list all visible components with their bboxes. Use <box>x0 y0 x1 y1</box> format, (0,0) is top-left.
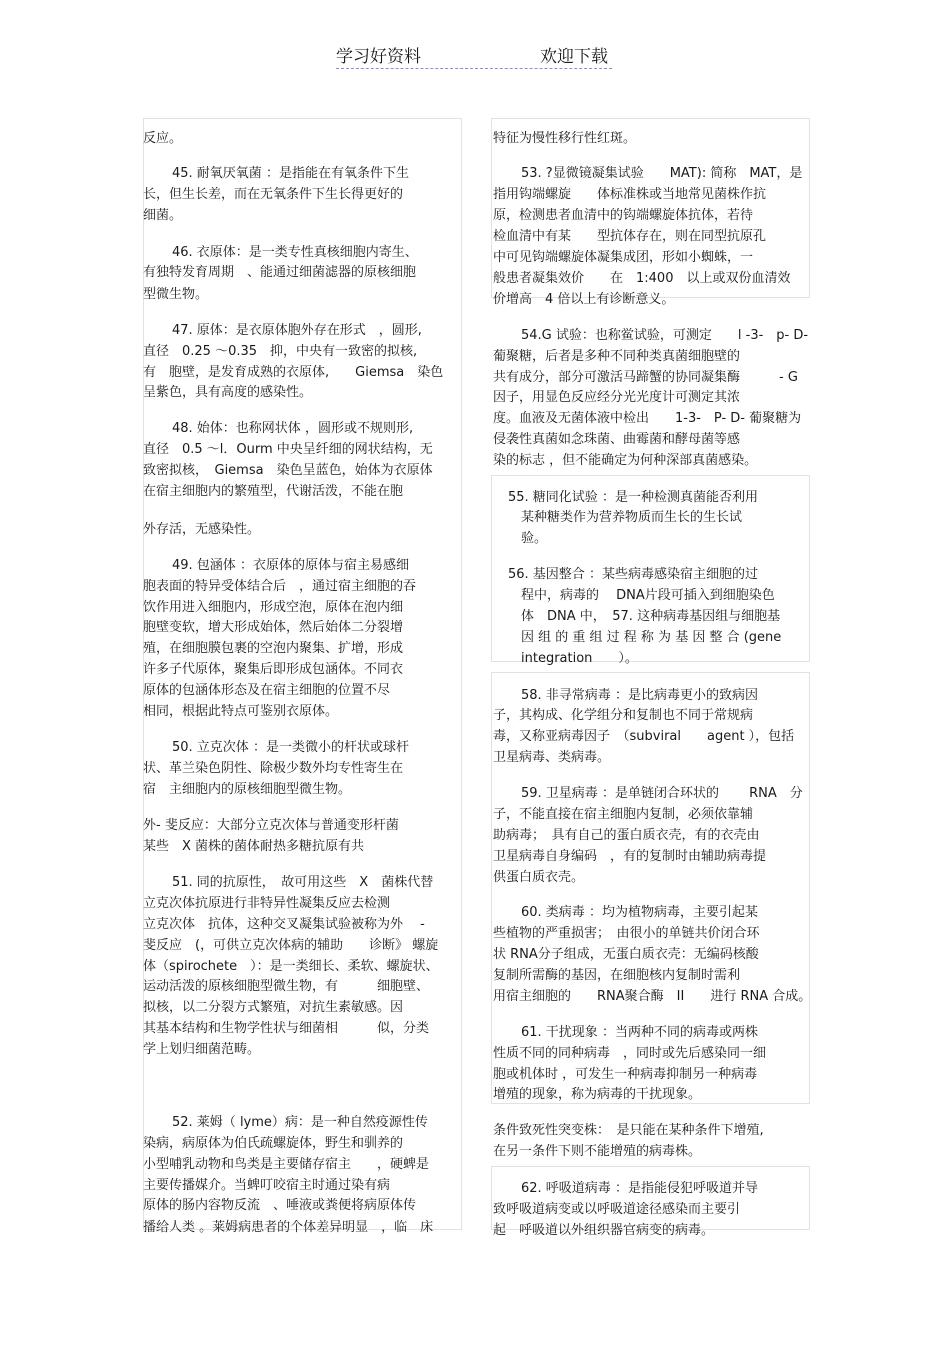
header-right-text: 欢迎下载 <box>540 47 608 67</box>
right-column-line: 复制所需酶的基因，在细胞核内复制时需利 <box>493 968 741 983</box>
left-column-line: 宿 主细胞内的原核细胞型微生物。 <box>143 782 352 797</box>
right-column-line: 致呼吸道病变或以呼吸道途径感染而主要引 <box>493 1202 741 1217</box>
right-column-line: 60. 类病毒 ：均为植物病毒，主要引起某 <box>521 905 758 920</box>
left-column-line: 48. 始体：也称网状体 ，圆形或不规则形, <box>172 421 414 436</box>
left-column-line: 49. 包涵体 ：衣原体的原体与宿主易感细 <box>172 558 409 573</box>
left-column-line: 体（spirochete ）：是一类细长、柔软、螺旋状、 <box>143 959 439 974</box>
right-column-line: 62. 呼吸道病毒 ：是指能侵犯呼吸道并导 <box>521 1181 758 1196</box>
right-column-line: 53. ?显微镜凝集试验 MAT): 简称 MAT，是 <box>521 166 803 181</box>
page-header <box>336 42 612 69</box>
left-column-line: 小型哺乳动物和鸟类是主要储存宿主 ，硬蜱是 <box>143 1157 430 1172</box>
right-column-line: 59. 卫星病毒 ：是单链闭合环状的 RNA 分 <box>521 786 803 801</box>
left-column-line: 外存活，无感染性。 <box>143 522 261 537</box>
header-left-text: 学习好资料 <box>336 47 421 67</box>
left-column-line: 播给人类 。莱姆病患者的个体差异明显 ，临 床 <box>143 1220 434 1235</box>
left-column-line: 51. 同的抗原性， 故可用这些 X 菌株代替 <box>172 875 434 890</box>
right-column-line: 起 呼吸道以外组织器官病变的病毒。 <box>493 1223 715 1238</box>
right-column-line: 状 RNA分子组成，无蛋白质衣壳：无编码核酸 <box>493 947 759 962</box>
left-column-line: 染病，病原体为伯氏疏螺旋体，野生和驯养的 <box>143 1136 404 1151</box>
left-column-line: 立克次体 抗体，这种交叉凝集试验被称为外 - <box>143 917 425 932</box>
left-column-line: 直径 0.25 ～0.35 抑，中央有一致密的拟核, <box>143 344 418 359</box>
right-column-line: 卫星病毒、类病毒。 <box>493 750 611 765</box>
left-column-line: 某些 X 菌株的菌体耐热多糖抗原有共 <box>143 839 365 854</box>
left-column-line: 主要传播媒介。当蜱叮咬宿主时通过染有病 <box>143 1178 391 1193</box>
left-column-line: 学上划归细菌范畴。 <box>143 1042 261 1057</box>
left-column-line: 外- 斐反应：大部分立克次体与普通变形杆菌 <box>143 818 399 833</box>
left-column-line: 有 胞壁，是发育成熟的衣原体, Giemsa 染色 <box>143 365 444 380</box>
right-column-line: 61. 干扰现象 ：当两种不同的病毒或两株 <box>521 1025 758 1040</box>
left-column-line: 有独特发育周期 、能通过细菌滤器的原核细胞 <box>143 265 417 280</box>
right-column-line: 性质不同的同种病毒 ，同时或先后感染同一细 <box>493 1046 767 1061</box>
right-column-line: 指用钩端螺旋 体标准株或当地常见菌株作抗 <box>493 187 767 202</box>
right-column-line: 检血清中有某 型抗体存在，则在同型抗原孔 <box>493 229 767 244</box>
right-column-line: 共有成分，部分可激活马蹄蟹的协同凝集酶 - G <box>493 370 798 385</box>
right-column-line: 子，不能直接在宿主细胞内复制，必须依靠辅 <box>493 807 754 822</box>
left-column-line: 胞壁变软，增大形成始体，然后始体二分裂增 <box>143 620 404 635</box>
left-column-line: 52. 莱姆（ lyme）病：是一种自然疫源性传 <box>172 1115 428 1130</box>
left-column-line: 致密拟核， Giemsa 染色呈蓝色，始体为衣原体 <box>143 463 433 478</box>
left-column-line: 45. 耐氧厌氧菌 ：是指能在有氧条件下生 <box>172 166 409 181</box>
left-column-line: 饮作用进入细胞内，形成空泡，原体在泡内细 <box>143 600 404 615</box>
left-column-line: 反应。 <box>143 131 183 146</box>
left-column-line: 在宿主细胞内的繁殖型，代谢活泼，不能在胞 <box>143 484 404 499</box>
right-column-line: 毒，又称亚病毒因子 （subviral agent ），包括 <box>493 729 795 744</box>
left-column-line: 斐反应 (，可供立克次体病的辅助 诊断》 螺旋 <box>143 938 439 953</box>
right-column-line: 特征为慢性移行性红斑。 <box>493 131 637 146</box>
left-column-line: 50. 立克次体 ：是一类微小的杆状或球杆 <box>172 740 409 755</box>
right-column-line: 中可见钩端螺旋体凝集成团，形如小蜘蛛，一 <box>493 250 754 265</box>
right-column-line: 54.G 试验：也称鲎试验，可测定 l -3- p- D- <box>521 328 809 343</box>
right-column-line: 染的标志 ，但不能确定为何种深部真菌感染。 <box>493 453 758 468</box>
right-column-line: 验。 <box>521 531 548 546</box>
left-column-line: 长，但生长差，而在无氧条件下生长得更好的 <box>143 187 404 202</box>
left-column-line: 立克次体抗原进行非特异性凝集反应去检测 <box>143 896 391 911</box>
right-column-line: 度。血液及无菌体液中检出 1-3- P- D- 葡聚糖为 <box>493 411 802 426</box>
left-column-line: 拟核，以二分裂方式繁殖，对抗生素敏感。因 <box>143 1000 404 1015</box>
left-column-line: 状、革兰染色阴性、除极少数外均专性寄生在 <box>143 761 404 776</box>
right-column-line: 些植物的严重损害； 由很小的单链共价闭合环 <box>493 926 760 941</box>
right-column-line: 55. 糖同化试验 ：是一种检测真菌能否利用 <box>508 490 758 505</box>
right-column-line: 用宿主细胞的 RNA聚合酶 II 进行 RNA 合成。 <box>493 989 812 1004</box>
right-column-line: 原，检测患者血清中的钩端螺旋体抗体，若待 <box>493 208 754 223</box>
left-column-line: 47. 原体：是衣原体胞外存在形式 ，圆形, <box>172 323 422 338</box>
left-column-line: 46. 衣原体：是一类专性真核细胞内寄生、 <box>172 245 418 260</box>
right-column-line: 因子，用显色反应经分光光度计可测定其浓 <box>493 390 741 405</box>
right-column-line: 助病毒； 具有自己的蛋白质衣壳，有的衣壳由 <box>493 828 760 843</box>
right-column-line: 子，其构成、化学组分和复制也不同于常规病 <box>493 708 754 723</box>
right-column-line: 般患者凝集效价 在 1:400 以上或双份血清效 <box>493 271 791 286</box>
left-column-line: 殖，在细胞膜包裹的空泡内聚集、扩增，形成 <box>143 641 404 656</box>
left-column-line: 细菌。 <box>143 208 183 223</box>
left-column-line: 胞表面的特异受体结合后 ，通过宿主细胞的吞 <box>143 579 417 594</box>
left-column-line: 其基本结构和生物学性状与细菌相 似，分类 <box>143 1021 430 1036</box>
right-column-line: 程中，病毒的 DNA片段可插入到细胞染色 <box>521 588 775 603</box>
right-column-line: 供蛋白质衣壳。 <box>493 870 585 885</box>
right-column-line: 某种糖类作为营养物质而生长的生长试 <box>521 510 743 525</box>
left-column-line: 许多子代原体，聚集后即形成包涵体。不同衣 <box>143 662 404 677</box>
right-column-line: 价增高 4 倍以上有诊断意义。 <box>493 292 675 307</box>
right-column-line: 因 组 的 重 组 过 程 称 为 基 因 整 合 (gene <box>521 630 782 645</box>
right-column-line: integration ）。 <box>521 651 638 666</box>
left-column-line: 运动活泼的原核细胞型微生物，有 细胞壁、 <box>143 979 430 994</box>
right-column-line: 58. 非寻常病毒 ：是比病毒更小的致病因 <box>521 688 758 703</box>
right-column-line: 增殖的现象，称为病毒的干扰现象。 <box>493 1087 702 1102</box>
left-column-line: 原体的肠内容物反流 、唾液或粪便将病原体传 <box>143 1198 417 1213</box>
right-column-line: 56. 基因整合 ：某些病毒感染宿主细胞的过 <box>508 567 758 582</box>
right-column-line: 卫星病毒自身编码 ，有的复制时由辅助病毒提 <box>493 849 767 864</box>
left-column-line: 型微生物。 <box>143 287 209 302</box>
right-column-line: 条件致死性突变株： 是只能在某种条件下增殖, <box>493 1123 764 1138</box>
right-column-line: 胞或机体时 ，可发生一种病毒抑制另一种病毒 <box>493 1067 758 1082</box>
right-column-line: 在另一条件下则不能增殖的病毒株。 <box>493 1144 702 1159</box>
left-column-line: 原体的包涵体形态及在宿主细胞的位置不尽 <box>143 683 391 698</box>
left-column-line: 呈紫色，具有高度的感染性。 <box>143 385 313 400</box>
left-column-line: 相同，根据此特点可鉴别衣原体。 <box>143 704 339 719</box>
right-column-line: 侵袭性真菌如念珠菌、曲霉菌和酵母菌等感 <box>493 432 741 447</box>
right-column-line: 体 DNA 中， 57. 这种病毒基因组与细胞基 <box>521 609 781 624</box>
left-column-line: 直径 0.5 ～l．Ourm 中央呈纤细的网状结构，无 <box>143 442 433 457</box>
right-column-line: 葡聚糖，后者是多种不同种类真菌细胞壁的 <box>493 349 741 364</box>
